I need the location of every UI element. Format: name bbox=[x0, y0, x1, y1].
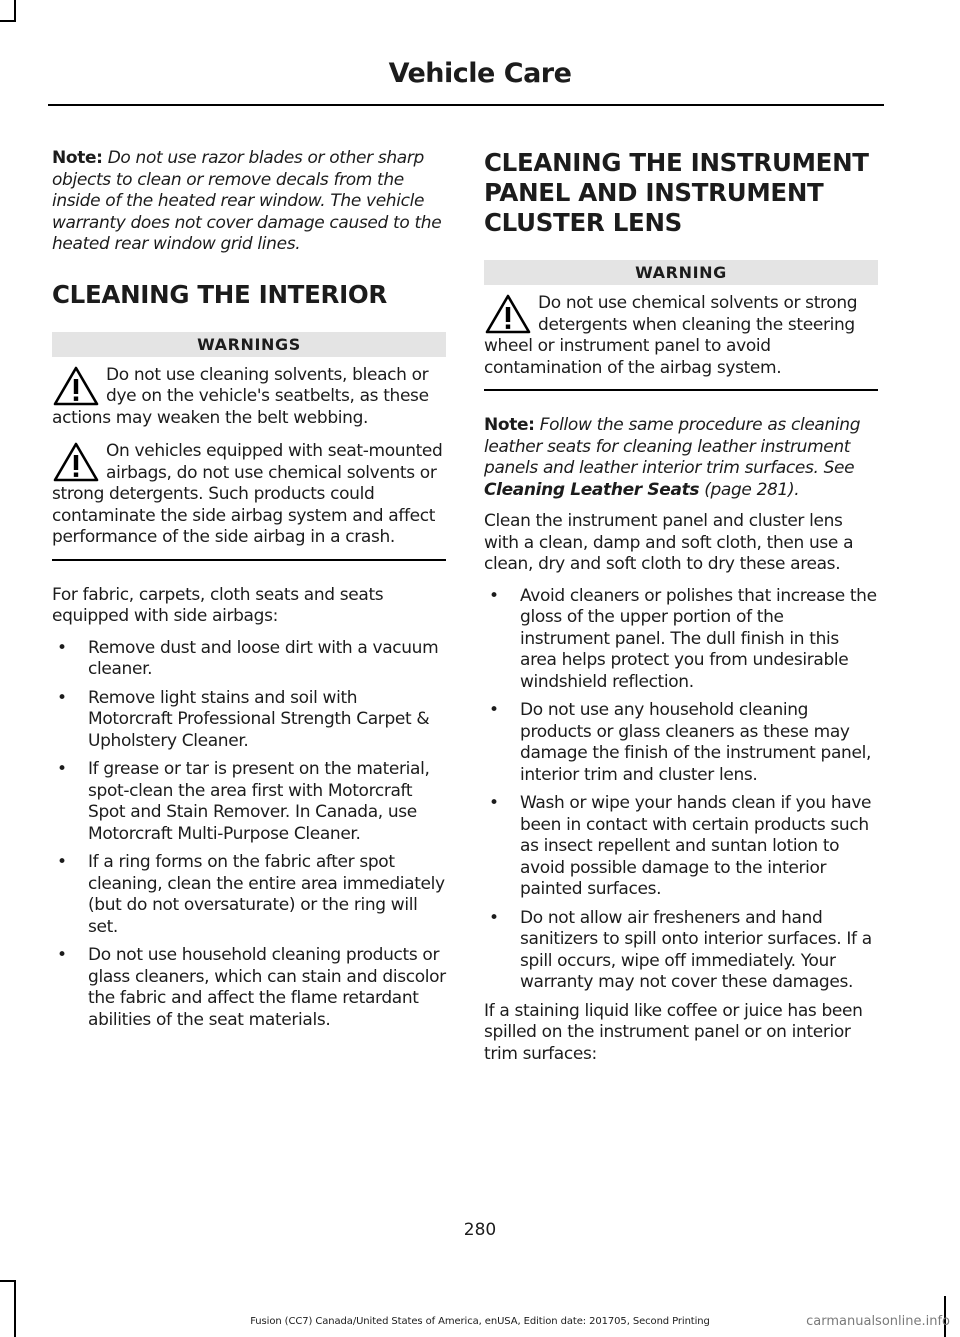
list-item: • Remove light stains and soil with Motorcraft Professional Strength Carpet & Upholstery Cleaner. bbox=[52, 688, 446, 753]
cross-reference-link[interactable]: Cleaning Leather Seats bbox=[484, 479, 700, 500]
note-text: Do not use razor blades or other sharp objects to clean or remove decals from the inside of the heated rear window. The vehicle warranty does not cover damage caused to the heated rear window grid lines. bbox=[52, 148, 442, 254]
body-paragraph: If a staining liquid like coffee or juice has been spilled on the instrument panel or on interior trim surfaces: bbox=[484, 1000, 863, 1064]
warning-text: On vehicles equipped with seat-mounted airbags, do not use chemical solvents or strong detergents. Such products could contaminate the side airbag system and affect performance of the side airbag in a crash. bbox=[52, 441, 443, 547]
list-item: • If grease or tar is present on the material, spot-clean the area first with Motorcraft Spot and Stain Remover. In Canada, use Motorcraft Multi-Purpose Cleaner. bbox=[52, 759, 446, 845]
warning-text: Do not use chemical solvents or strong detergents when cleaning the steering wheel or instrument panel to avoid contamination of the airbag system. bbox=[484, 293, 858, 378]
warnings-end-divider bbox=[52, 559, 446, 561]
list-item: • Do not allow air fresheners and hand sanitizers to spill onto interior surfaces. If a spill occurs, wipe off immediately. Your warranty may not cover these damages. bbox=[484, 908, 878, 994]
warning-text: Do not use cleaning solvents, bleach or dye on the vehicle's seatbelts, as these actions may weaken the belt webbing. bbox=[52, 364, 429, 428]
list-item: • Wash or wipe your hands clean if you have been in contact with certain products such as insect repellent and suntan lotion to avoid possible damage to the interior painted surfaces. bbox=[484, 793, 878, 901]
page-number: 280 bbox=[463, 1220, 497, 1240]
section-heading: CLEANING THE INSTRUMENT PANEL AND INSTRUMENT CLUSTER LENS bbox=[484, 148, 869, 237]
right-column bbox=[484, 148, 878, 1075]
crop-mark bbox=[14, 1280, 16, 1337]
crop-mark bbox=[14, 0, 16, 22]
instrument-panel-tips-list bbox=[484, 586, 878, 994]
crop-mark bbox=[0, 1280, 16, 1282]
watermark: carmanualsonline.info bbox=[806, 1314, 950, 1329]
warning-triangle-icon bbox=[484, 293, 532, 335]
left-column bbox=[52, 148, 446, 1038]
note-label: Note: bbox=[484, 415, 535, 435]
page-header-title: Vehicle Care bbox=[388, 58, 572, 89]
header-divider bbox=[48, 104, 884, 106]
list-item: • Do not use household cleaning products or glass cleaners, which can stain and discolor the fabric and affect the flame retardant abilities of the seat materials. bbox=[52, 945, 446, 1031]
intro-paragraph: For fabric, carpets, cloth seats and seats equipped with side airbags: bbox=[52, 584, 384, 626]
edition-footer: Fusion (CC7) Canada/United States of America, enUSA, Edition date: 201705, Second Printing bbox=[250, 1316, 710, 1327]
warning-header: WARNING bbox=[484, 260, 878, 285]
warning-item bbox=[52, 365, 446, 430]
warning-item bbox=[484, 293, 878, 379]
warning-triangle-icon bbox=[52, 365, 100, 407]
note-paragraph bbox=[52, 148, 446, 256]
list-item: • If a ring forms on the fabric after spot cleaning, clean the entire area immediately (but do not oversaturate) or the ring will set. bbox=[52, 852, 446, 938]
list-item: • Remove dust and loose dirt with a vacuum cleaner. bbox=[52, 638, 446, 681]
crop-mark bbox=[0, 20, 16, 22]
note-text: Follow the same procedure as cleaning leather seats for cleaning leather instrument panels and leather interior trim surfaces. See bbox=[484, 415, 861, 478]
warning-end-divider bbox=[484, 389, 878, 391]
warnings-header: WARNINGS bbox=[52, 332, 446, 357]
list-item: • Do not use any household cleaning products or glass cleaners as these may damage the finish of the instrument panel, interior trim and cluster lens. bbox=[484, 700, 878, 786]
cleaning-steps-list bbox=[52, 638, 446, 1032]
body-paragraph: Clean the instrument panel and cluster lens with a clean, damp and soft cloth, then use a clean, dry and soft cloth to dry these areas. bbox=[484, 511, 854, 574]
note-paragraph bbox=[484, 415, 878, 501]
note-label: Note: bbox=[52, 148, 103, 168]
warning-triangle-icon bbox=[52, 441, 100, 483]
warning-item bbox=[52, 441, 446, 549]
section-heading: CLEANING THE INTERIOR bbox=[52, 279, 387, 309]
cross-reference-page: (page 281). bbox=[704, 479, 800, 500]
list-item: • Avoid cleaners or polishes that increase the gloss of the upper portion of the instrument panel. The dull finish in this area helps protect you from undesirable windshield reflection. bbox=[484, 586, 878, 694]
